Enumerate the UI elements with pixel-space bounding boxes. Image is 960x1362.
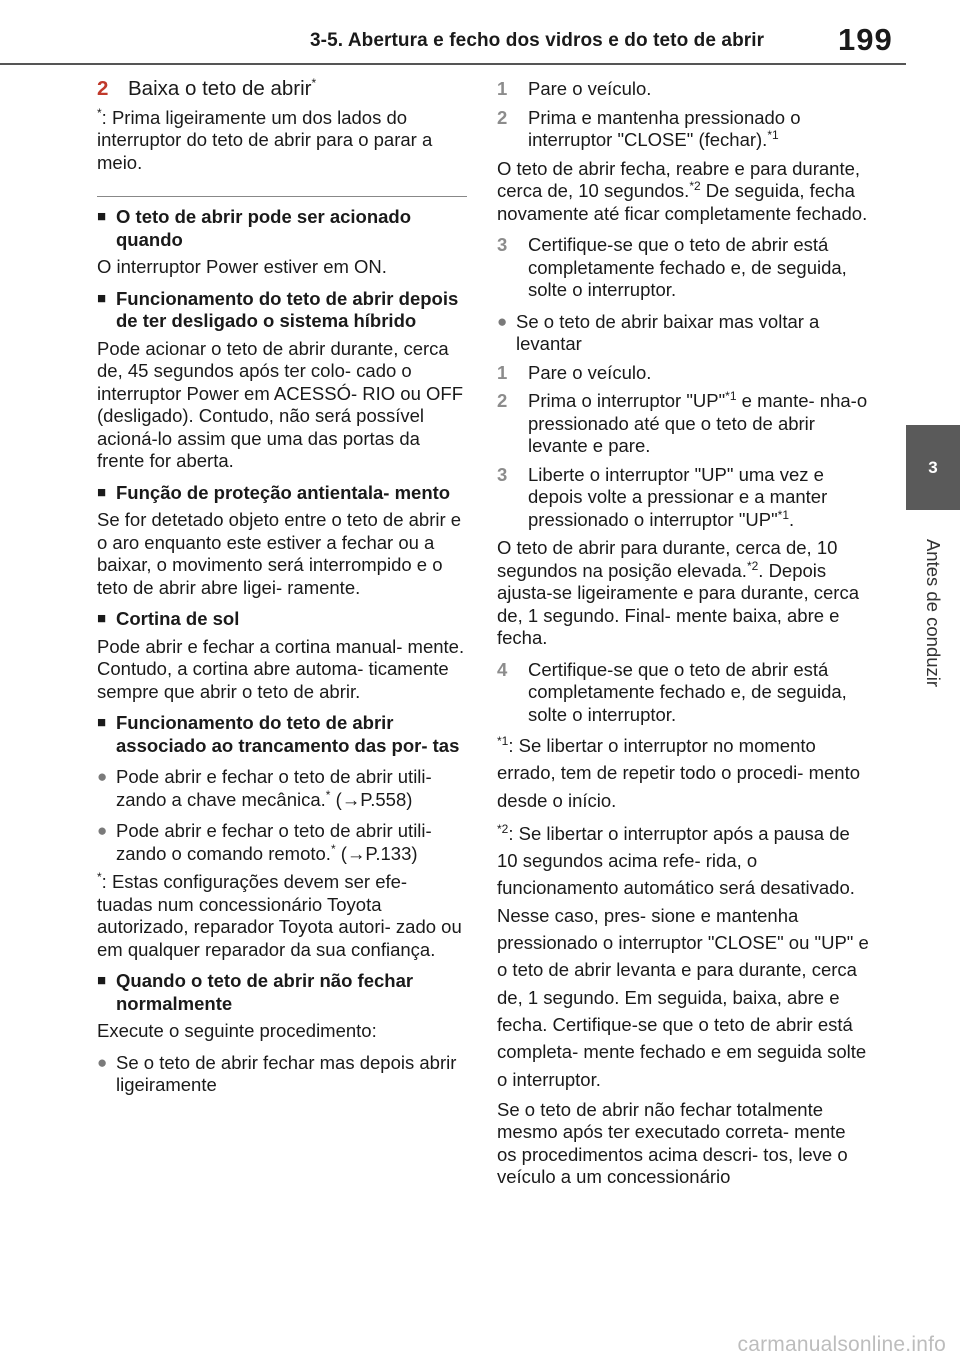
chapter-title: Antes de conduzir (923, 538, 944, 687)
bullet-item: ● Se o teto de abrir baixar mas voltar a levantar (497, 310, 820, 354)
step-number: 2 (497, 106, 508, 128)
step-number: 4 (497, 658, 508, 680)
bullet-item: ● Se o teto de abrir fechar mas depois abrir ligeiramente (97, 1051, 457, 1095)
step-item (97, 78, 467, 101)
page-number: 199 (838, 22, 893, 57)
subheading: ■ Funcionamento do teto de abrir associado ao trancamento das por- tas (97, 712, 460, 756)
right-column (497, 78, 869, 1198)
circle-bullet-icon: ● (497, 311, 508, 331)
square-bullet-icon: ■ (97, 208, 107, 225)
square-bullet-icon: ■ (97, 972, 107, 989)
subheading: ■ Funcionamento do teto de abrir depois de ter desligado o sistema híbrido (97, 287, 459, 331)
step-item: 2 Prima e mantenha pressionado o interruptor "CLOSE" (fechar).$^{*1}$ (497, 106, 801, 150)
section-divider (97, 196, 467, 197)
footnote: *: Estas configurações devem ser efe- tuadas num concessionário Toyota autorizado, reparador Toyota autori- zado ou em qualquer reparador da sua confiança. (97, 869, 462, 960)
page-reference: (→P.133) (335, 842, 418, 864)
paragraph: O teto de abrir fecha, reabre e para durante, cerca de, 10 segundos.$^{*2}$ De seguida, fecha novamente até ficar completamente fechado. (497, 157, 868, 224)
step-item: 2 Prima o interruptor "UP"$^{*1}$ e mante- nha-o pressionado até que o teto de abrir levante e pare. (497, 388, 868, 456)
section-title: 3-5. Abertura e fecho dos vidros e do teto de abrir (310, 30, 765, 51)
watermark-link[interactable]: carmanualsonline.info (737, 1333, 946, 1356)
step-item: 4 Certifique-se que o teto de abrir está completamente fechado e, de seguida, solte o interruptor. (497, 658, 847, 725)
footnote: $^{*2}$: Se libertar o interruptor após a pausa de 10 segundos acima refe- rida, o funcionamento automático será desativado. Nesse caso, pres- sione e mantenha pressionado o interruptor "CLOSE" ou "UP" e o teto de abrir levanta e para durante, cerca de, 1 segundo. Em seguida, baixa, abre e fecha. Certifique-se que o teto de abrir está completa- mente fechado e em seguida solte o interruptor. (497, 821, 869, 1090)
chapter-tab: 3 (906, 425, 960, 510)
paragraph: Pode abrir e fechar a cortina manual- mente. Contudo, a cortina abre automa- ticamente sempre que abrir o teto de abrir. (97, 635, 465, 702)
circle-bullet-icon: ● (97, 821, 108, 840)
step-number: 1 (497, 78, 508, 99)
subheading: ■ Quando o teto de abrir não fechar normalmente (97, 970, 414, 1014)
footnote: $^{*1}$: Se libertar o interruptor no momento errado, tem de repetir todo o procedi- mento desde o início. (497, 733, 860, 811)
footnote: *: Prima ligeiramente um dos lados do interruptor do teto de abrir para o parar a meio. (97, 105, 433, 173)
paragraph: Se o teto de abrir não fechar totalmente mesmo após ter executado correta- mente os procedimentos acima descri- tos, leve o veículo a um concessionário (497, 1098, 848, 1188)
page-header (0, 0, 960, 62)
step-item: 3 Liberte o interruptor "UP" uma vez e depois volte a pressionar e a manter pressionado o interruptor "UP"$^{*1}$. (497, 463, 828, 530)
chapter-label (906, 510, 960, 715)
subheading: ■ Cortina de sol (97, 608, 240, 629)
circle-bullet-icon: ● (97, 1052, 108, 1072)
square-bullet-icon: ■ (97, 289, 107, 307)
step-number: 3 (497, 463, 508, 485)
step-number: 2 (497, 390, 508, 411)
circle-bullet-icon: ● (97, 767, 108, 786)
bullet-item: ● Pode abrir e fechar o teto de abrir utili- zando o comando remoto.* (→P.133) (97, 820, 432, 864)
paragraph: Execute o seguinte procedimento: (97, 1020, 377, 1041)
step-number: 3 (497, 234, 508, 255)
step-text: Baixa o teto de abrir* (128, 76, 317, 100)
square-bullet-icon: ■ (97, 483, 107, 501)
paragraph: O teto de abrir para durante, cerca de, 10 segundos na posição elevada.$^{*2}$. Depois ajusta-se ligeiramente e para durante, cerca de, 1 segundo. Final- mente baixa, abre e fecha. (497, 537, 859, 648)
subheading: ■ Função de proteção antientala- mento (97, 481, 451, 503)
step-item: 1 Pare o veículo. (497, 361, 652, 383)
step-item: 1 Pare o veículo. (497, 78, 652, 99)
bullet-item: ● Pode abrir e fechar o teto de abrir utili- zando a chave mecânica.* (→P.558) (97, 766, 432, 810)
step-number: 1 (497, 361, 508, 383)
header-divider (0, 63, 906, 65)
square-bullet-icon: ■ (97, 610, 107, 627)
subheading: ■ O teto de abrir pode ser acionado quando (97, 206, 412, 250)
paragraph: O interruptor Power estiver em ON. (97, 256, 387, 277)
paragraph: Se for detetado objeto entre o teto de abrir e o aro enquanto este estiver a fechar ou a baixar, o movimento será interrompido e o teto de abrir abre ligei- ramente. (97, 509, 462, 598)
step-item: 3 Certifique-se que o teto de abrir está completamente fechado e, de seguida, solte o interruptor. (497, 234, 847, 300)
square-bullet-icon: ■ (97, 714, 107, 731)
paragraph: Pode acionar o teto de abrir durante, cerca de, 45 segundos após ter colo- cado o interruptor Power em ACESSÓ- RIO ou OFF (desligado). Contudo, não será possível acioná-lo assim que uma das portas da frente for aberta. (97, 337, 463, 471)
page-reference: (→P.558) (330, 788, 413, 810)
left-column (97, 78, 467, 1103)
step-number: 2 (97, 77, 109, 100)
